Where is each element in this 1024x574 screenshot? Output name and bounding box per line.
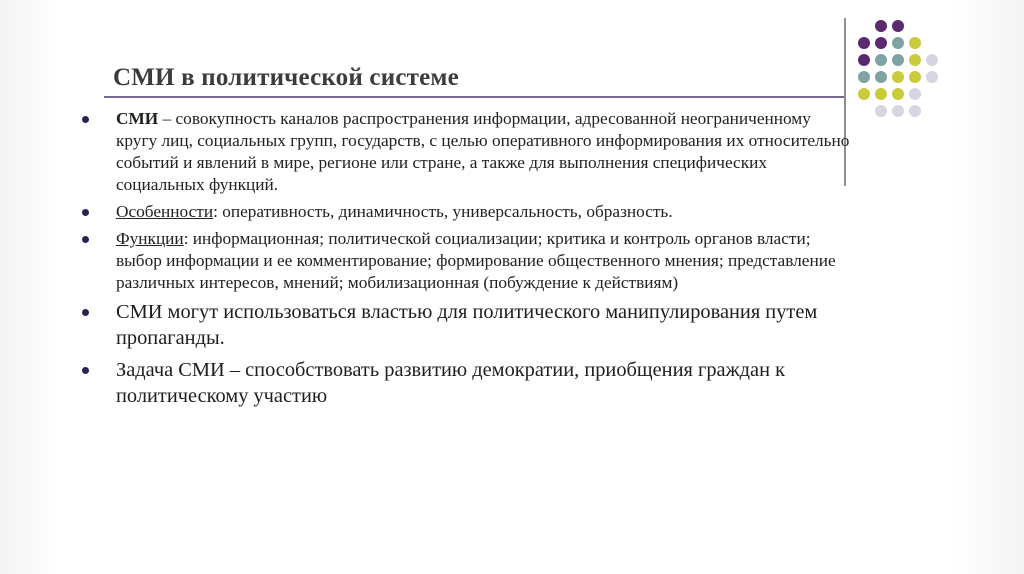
bullet-dot-icon (82, 236, 89, 243)
decor-dot (858, 54, 870, 66)
decor-dot (909, 54, 921, 66)
bullet-term: Особенности (116, 202, 214, 221)
decor-dot (909, 105, 921, 117)
bullet-text: СМИ могут использоваться властью для политического манипулирования путем пропаганды. (116, 301, 818, 349)
title-underline (104, 96, 844, 98)
bullet-text: Задача СМИ – способствовать развитию демократии, приобщения граждан к политическому участию (116, 359, 785, 407)
decor-dot (926, 71, 938, 83)
decor-dot (875, 88, 887, 100)
decor-dot (875, 54, 887, 66)
decor-dot (858, 71, 870, 83)
decor-dot (892, 71, 904, 83)
decor-dot (909, 37, 921, 49)
decor-dot (892, 105, 904, 117)
decor-dot (892, 88, 904, 100)
decor-dot (892, 20, 904, 32)
bullet-definition (82, 108, 852, 196)
decor-dot (909, 71, 921, 83)
slide-title: СМИ в политической системе (113, 64, 459, 91)
bullet-dot-icon (82, 209, 89, 216)
bullet-term: СМИ (116, 109, 159, 128)
decor-dot (892, 54, 904, 66)
bullet-list (82, 106, 852, 415)
bullet-text: : оперативность, динамичность, универсальность, образность. (213, 202, 673, 221)
bullet-functions (82, 228, 852, 294)
bullet-dot-icon (82, 367, 89, 374)
bullet-features (82, 201, 852, 223)
bullet-dot-icon (82, 309, 89, 316)
decor-dot (926, 54, 938, 66)
decor-dot (875, 37, 887, 49)
bullet-task (82, 357, 852, 409)
page-edge-left (0, 0, 58, 574)
decor-dot (858, 37, 870, 49)
page-edge-right (954, 0, 1024, 574)
decor-dot (875, 105, 887, 117)
bullet-manipulation (82, 299, 852, 351)
decor-dot (909, 88, 921, 100)
bullet-text: : информационная; политической социализации; критика и контроль органов власти; выбор информации и ее комментирование; формирование общественного мнения; представление различных интересов, мнений; мобилизационная (побуждение к действиям) (116, 229, 836, 292)
decor-dot-grid (858, 20, 948, 130)
decor-dot (875, 20, 887, 32)
decor-dot (892, 37, 904, 49)
decor-dot (858, 88, 870, 100)
decor-dot (875, 71, 887, 83)
bullet-dot-icon (82, 116, 89, 123)
bullet-text: – совокупность каналов распространения информации, адресованной неограниченному кругу лиц, социальных групп, государств, с целью оперативного информирования их относительно событий и явлений в мире, регионе или стране, а также для выполнения специфических социальных функций. (116, 109, 850, 194)
bullet-term: Функции (116, 229, 184, 248)
